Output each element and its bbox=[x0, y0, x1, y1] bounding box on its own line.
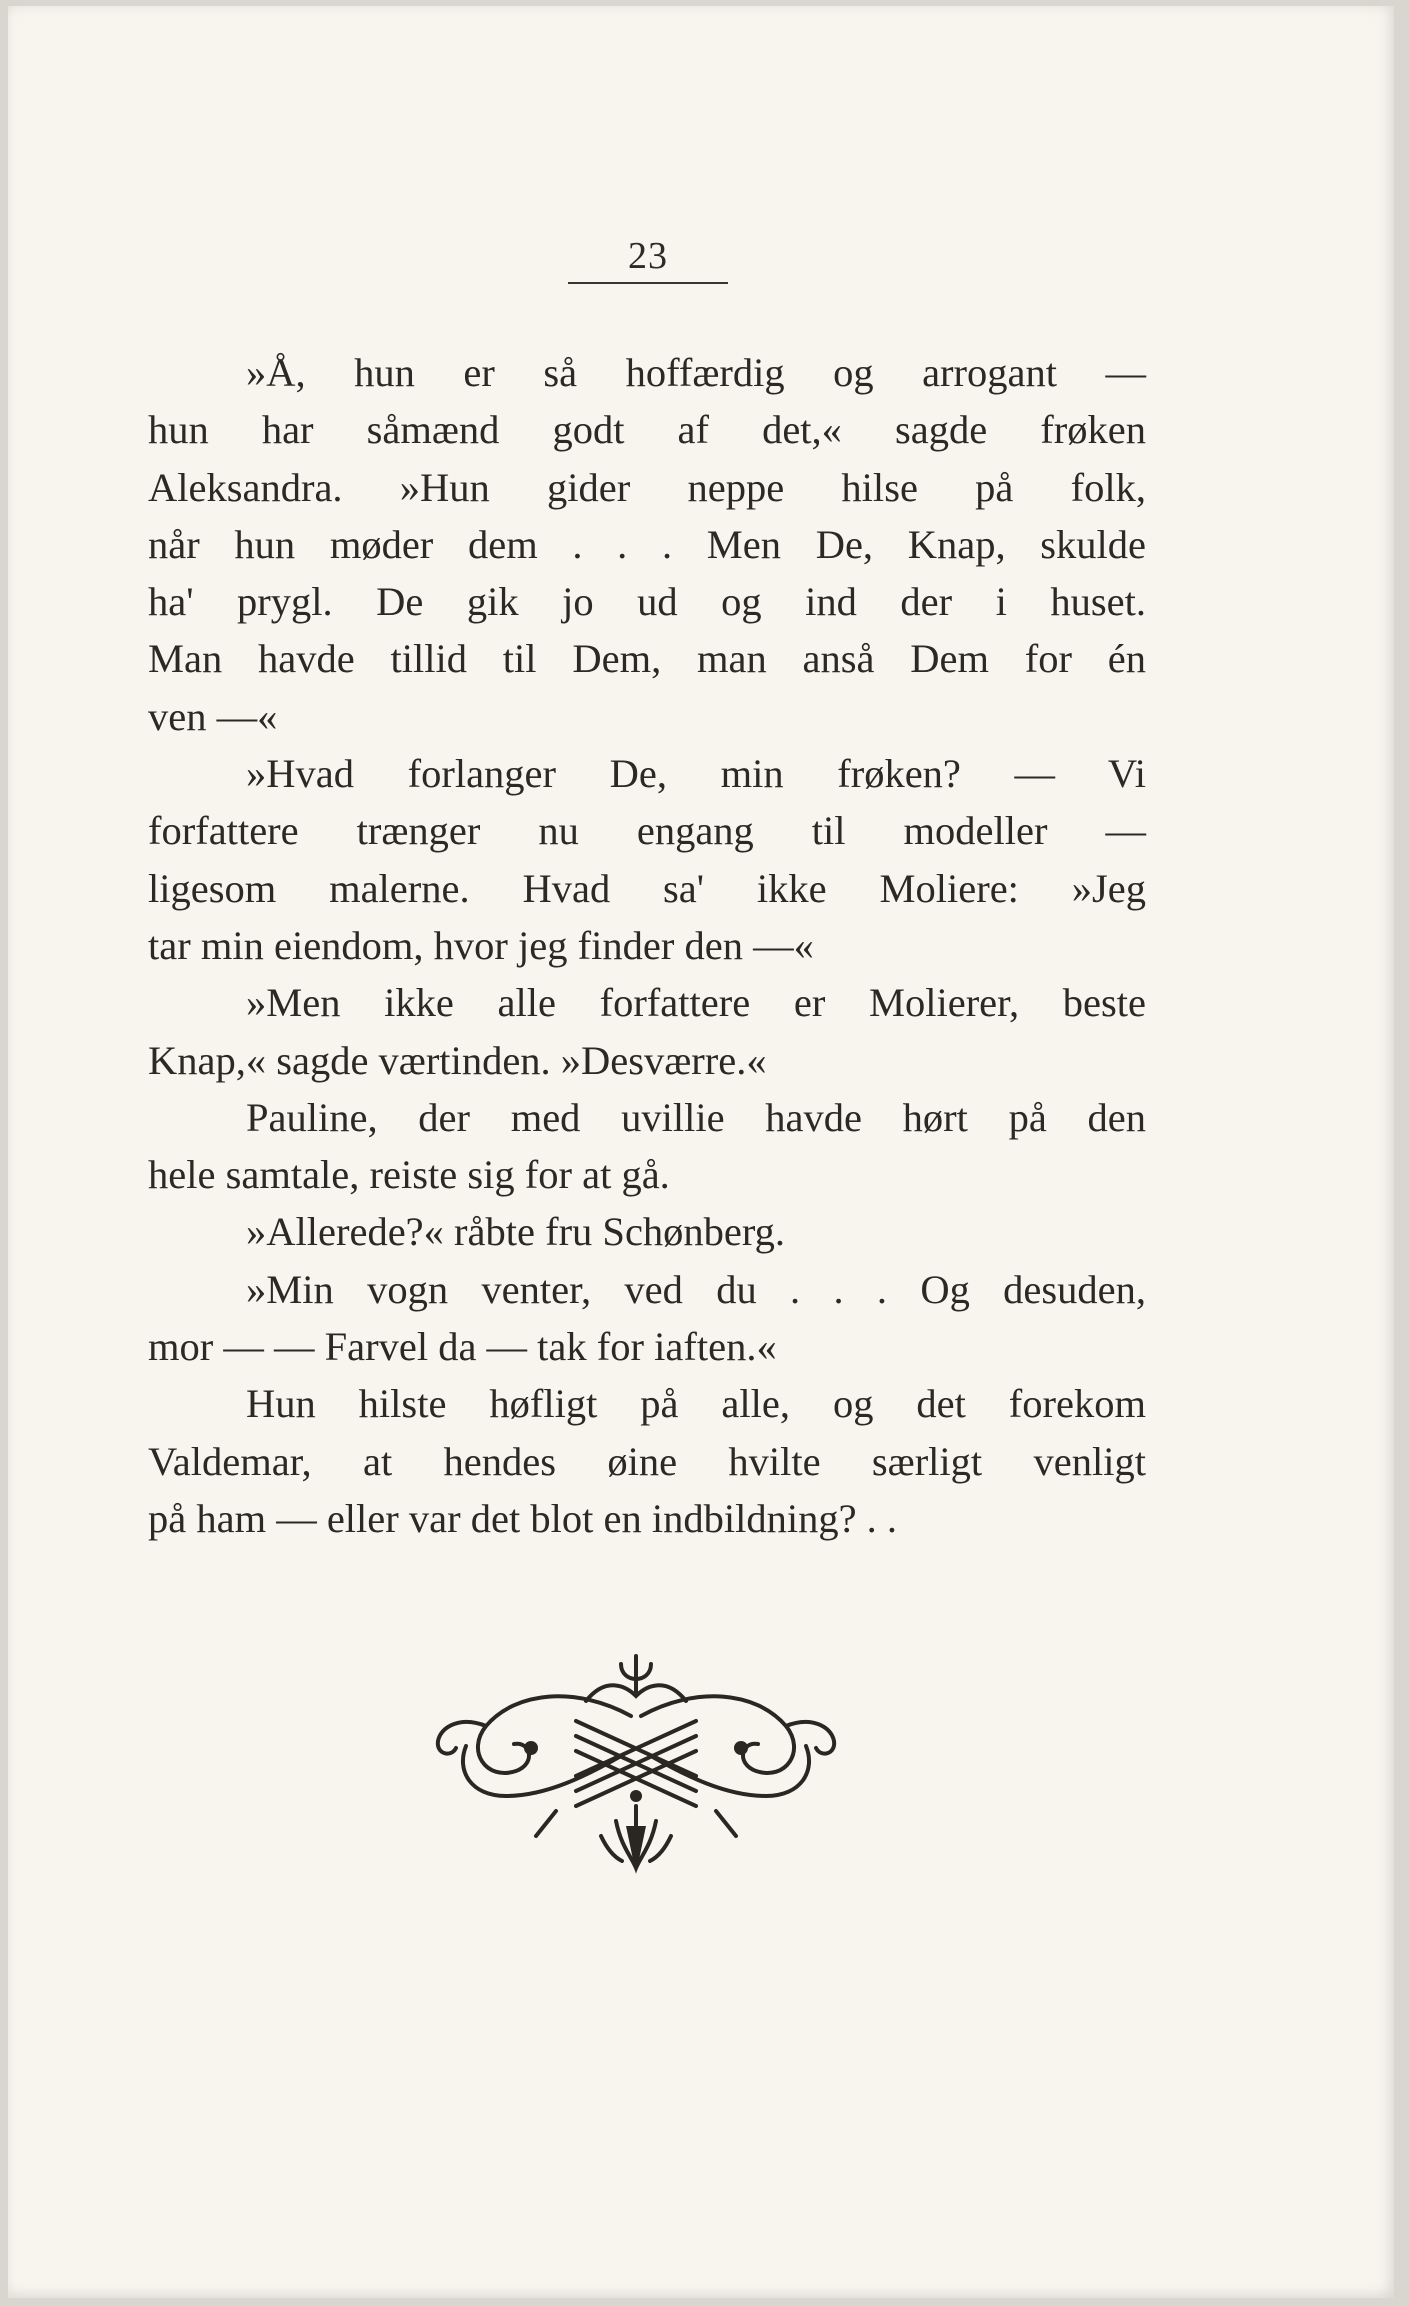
text-line: Man havde tillid til Dem, man anså Dem for én bbox=[148, 636, 1146, 682]
fleuron-ornament-icon bbox=[426, 1646, 846, 1876]
body-text bbox=[148, 344, 1146, 1547]
text-line: ligesom malerne. Hvad sa' ikke Moliere: »Jeg bbox=[148, 865, 1146, 911]
text-line: Hun hilste høfligt på alle, og det forekom bbox=[246, 1381, 1146, 1427]
page-number-rule bbox=[568, 282, 728, 284]
text-line: hele samtale, reiste sig for at gå. bbox=[148, 1152, 670, 1198]
text-line: »Å, hun er så hoffærdig og arrogant — bbox=[246, 350, 1146, 395]
text-line: Knap,« sagde værtinden. »Desværre.« bbox=[148, 1037, 767, 1083]
text-line: hun har såmænd godt af det,« sagde frøken bbox=[148, 407, 1146, 453]
text-line: forfattere trænger nu engang til modeller — bbox=[148, 808, 1146, 854]
text-line: Valdemar, at hendes øine hvilte særligt venligt bbox=[148, 1438, 1146, 1484]
text-line: på ham — eller var det blot en indbildning? . . bbox=[148, 1495, 898, 1541]
book-page bbox=[8, 6, 1394, 2298]
text-line: »Hvad forlanger De, min frøken? — Vi bbox=[246, 751, 1146, 797]
text-line: tar min eiendom, hvor jeg finder den —« bbox=[148, 922, 814, 968]
text-line: ha' prygl. De gik jo ud og ind der i huset. bbox=[148, 579, 1146, 625]
text-line: »Min vogn venter, ved du . . . Og desuden, bbox=[246, 1266, 1146, 1312]
text-line: Pauline, der med uvillie havde hørt på den bbox=[246, 1094, 1146, 1140]
text-line: mor — — Farvel da — tak for iaften.« bbox=[148, 1324, 777, 1370]
text-line: ven —« bbox=[148, 693, 278, 739]
text-line: Aleksandra. »Hun gider neppe hilse på folk, bbox=[148, 464, 1146, 510]
text-line: »Allerede?« råbte fru Schønberg. bbox=[246, 1209, 786, 1255]
text-line: »Men ikke alle forfattere er Molierer, beste bbox=[246, 980, 1146, 1026]
text-line: når hun møder dem . . . Men De, Knap, skulde bbox=[148, 521, 1146, 567]
page-number: 23 bbox=[628, 235, 668, 277]
